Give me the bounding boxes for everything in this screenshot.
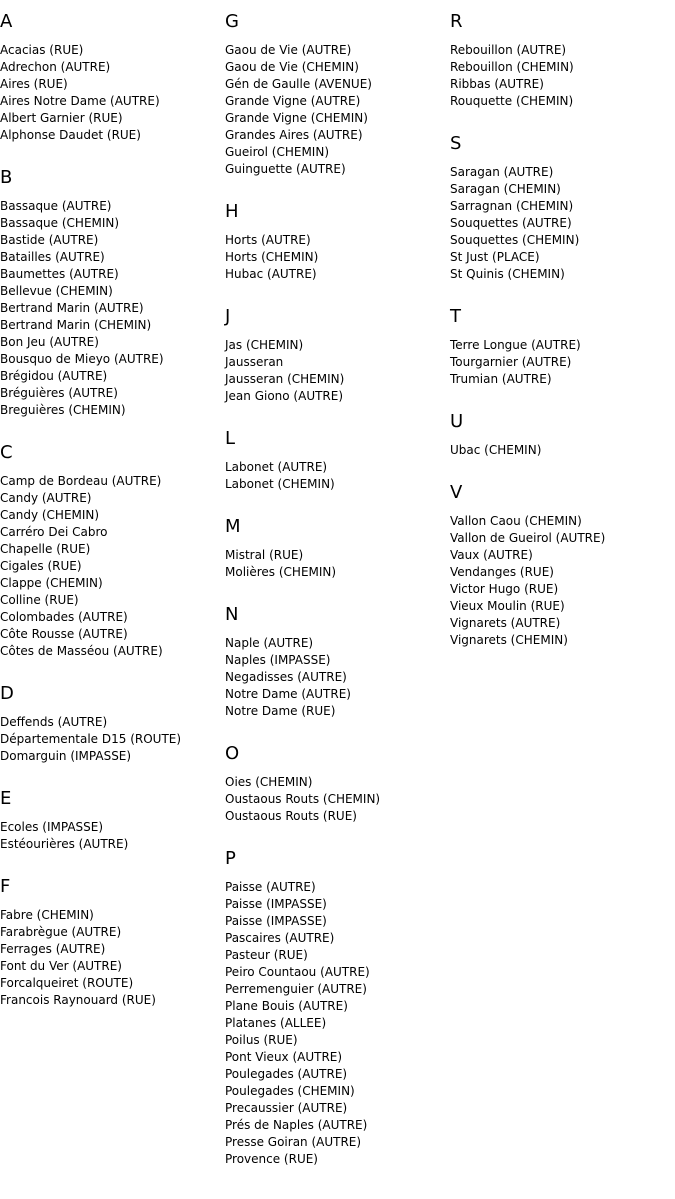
street-link[interactable]: Bassaque (CHEMIN): [0, 216, 120, 230]
letter-heading: N: [225, 604, 239, 625]
letter-heading: G: [225, 11, 239, 32]
street-link[interactable]: Font du Ver (AUTRE): [0, 959, 122, 973]
street-list: [225, 635, 450, 720]
street-link[interactable]: Gén de Gaulle (AVENUE): [225, 77, 372, 91]
letter-group-j: [225, 305, 450, 405]
street-link[interactable]: Adrechon (AUTRE): [0, 60, 111, 74]
street-link[interactable]: Paisse (AUTRE): [225, 880, 316, 894]
street-link[interactable]: Notre Dame (RUE): [225, 704, 336, 718]
letter-heading: P: [225, 848, 236, 869]
street-link[interactable]: Pont Vieux (AUTRE): [225, 1050, 343, 1064]
street-link[interactable]: Jean Giono (AUTRE): [225, 389, 344, 403]
street-link[interactable]: Naples (IMPASSE): [225, 653, 331, 667]
street-link[interactable]: Pascaires (AUTRE): [225, 931, 335, 945]
street-link[interactable]: Alphonse Daudet (RUE): [0, 128, 141, 142]
street-link[interactable]: Ferrages (AUTRE): [0, 942, 106, 956]
street-link[interactable]: Poilus (RUE): [225, 1033, 298, 1047]
letter-group-t: [450, 305, 675, 388]
street-link[interactable]: Forcalqueiret (ROUTE): [0, 976, 134, 990]
street-link[interactable]: Tourgarnier (AUTRE): [450, 355, 572, 369]
street-list: [225, 42, 450, 178]
street-link[interactable]: Rebouillon (AUTRE): [450, 43, 567, 57]
street-link[interactable]: Saragan (CHEMIN): [450, 182, 561, 196]
street-link[interactable]: Grandes Aires (AUTRE): [225, 128, 363, 142]
street-link[interactable]: Paisse (IMPASSE): [225, 914, 327, 928]
street-link[interactable]: Ecoles (IMPASSE): [0, 820, 104, 834]
street-link[interactable]: Jausseran (CHEMIN): [225, 372, 345, 386]
street-link[interactable]: Pasteur (RUE): [225, 948, 308, 962]
street-list: [450, 164, 675, 283]
street-link[interactable]: Jas (CHEMIN): [225, 338, 304, 352]
street-link[interactable]: Aires Notre Dame (AUTRE): [0, 94, 160, 108]
street-link[interactable]: Paisse (IMPASSE): [225, 897, 327, 911]
street-link[interactable]: Vieux Moulin (RUE): [450, 599, 565, 613]
letter-group-a: [0, 10, 225, 144]
street-link[interactable]: Cigales (RUE): [0, 559, 82, 573]
street-link[interactable]: Rebouillon (CHEMIN): [450, 60, 574, 74]
letter-group-h: [225, 200, 450, 283]
street-link[interactable]: Saragan (AUTRE): [450, 165, 554, 179]
street-link[interactable]: Mistral (RUE): [225, 548, 304, 562]
street-list: [450, 513, 675, 649]
street-link[interactable]: Platanes (ALLEE): [225, 1016, 327, 1030]
letter-group-s: [450, 132, 675, 283]
street-link[interactable]: Colline (RUE): [0, 593, 79, 607]
street-list: [0, 42, 225, 144]
street-link[interactable]: Oies (CHEMIN): [225, 775, 313, 789]
letter-heading: C: [0, 442, 13, 463]
street-link[interactable]: Naple (AUTRE): [225, 636, 314, 650]
letter-group-p: [225, 847, 450, 1168]
street-link[interactable]: Souquettes (CHEMIN): [450, 233, 580, 247]
street-list: [225, 774, 450, 825]
street-link[interactable]: Victor Hugo (RUE): [450, 582, 559, 596]
street-link[interactable]: Rouquette (CHEMIN): [450, 94, 574, 108]
street-link[interactable]: Peiro Countaou (AUTRE): [225, 965, 370, 979]
street-link[interactable]: Vignarets (CHEMIN): [450, 633, 568, 647]
street-link[interactable]: Aires (RUE): [0, 77, 68, 91]
street-link[interactable]: Fabre (CHEMIN): [0, 908, 94, 922]
street-link[interactable]: Ubac (CHEMIN): [450, 443, 542, 457]
street-list: [0, 714, 225, 765]
letter-heading: A: [0, 11, 13, 32]
street-index-column-3: [450, 10, 675, 649]
street-list: [0, 473, 225, 660]
street-link[interactable]: Clappe (CHEMIN): [0, 576, 103, 590]
letter-group-r: [450, 10, 675, 110]
street-link[interactable]: St Quinis (CHEMIN): [450, 267, 565, 281]
street-link[interactable]: Guinguette (AUTRE): [225, 162, 346, 176]
street-list: [450, 442, 675, 459]
letter-heading: J: [225, 306, 231, 327]
street-link[interactable]: Chapelle (RUE): [0, 542, 91, 556]
street-link[interactable]: Horts (AUTRE): [225, 233, 311, 247]
letter-group-e: [0, 787, 225, 853]
street-list: [225, 337, 450, 405]
street-link[interactable]: Candy (AUTRE): [0, 491, 92, 505]
street-list: [225, 879, 450, 1168]
street-link[interactable]: Gueirol (CHEMIN): [225, 145, 329, 159]
street-list: [450, 42, 675, 110]
street-link[interactable]: Oustaous Routs (RUE): [225, 809, 357, 823]
letter-group-o: [225, 742, 450, 825]
street-link[interactable]: Albert Garnier (RUE): [0, 111, 123, 125]
street-link[interactable]: Deffends (AUTRE): [0, 715, 108, 729]
street-link[interactable]: Labonet (CHEMIN): [225, 477, 335, 491]
letter-group-d: [0, 682, 225, 765]
street-link[interactable]: Negadisses (AUTRE): [225, 670, 347, 684]
street-link[interactable]: Sarragnan (CHEMIN): [450, 199, 574, 213]
letter-heading: F: [0, 876, 11, 897]
letter-heading: V: [450, 482, 463, 503]
street-link[interactable]: Bertrand Marin (AUTRE): [0, 301, 144, 315]
street-link[interactable]: Breguières (CHEMIN): [0, 403, 126, 417]
letter-group-v: [450, 481, 675, 649]
letter-group-c: [0, 441, 225, 660]
street-link[interactable]: Acacias (RUE): [0, 43, 84, 57]
street-list: [0, 819, 225, 853]
letter-group-n: [225, 603, 450, 720]
street-link[interactable]: Domarguin (IMPASSE): [0, 749, 132, 763]
letter-heading: M: [225, 516, 241, 537]
street-link[interactable]: Farabrègue (AUTRE): [0, 925, 122, 939]
street-link[interactable]: Ribbas (AUTRE): [450, 77, 544, 91]
street-link[interactable]: Camp de Bordeau (AUTRE): [0, 474, 162, 488]
letter-heading: H: [225, 201, 239, 222]
street-link[interactable]: Départementale D15 (ROUTE): [0, 732, 182, 746]
street-link[interactable]: Trumian (AUTRE): [450, 372, 552, 386]
street-link[interactable]: Poulegades (AUTRE): [225, 1067, 348, 1081]
street-link[interactable]: Vallon de Gueirol (AUTRE): [450, 531, 606, 545]
street-link[interactable]: Bellevue (CHEMIN): [0, 284, 113, 298]
street-link[interactable]: Vendanges (RUE): [450, 565, 554, 579]
street-link[interactable]: Notre Dame (AUTRE): [225, 687, 351, 701]
street-index-column-2: [225, 10, 450, 1168]
street-link[interactable]: Plane Bouis (AUTRE): [225, 999, 348, 1013]
street-link[interactable]: Estéourières (AUTRE): [0, 837, 129, 851]
street-link[interactable]: Gaou de Vie (AUTRE): [225, 43, 352, 57]
street-link[interactable]: Bréguières (AUTRE): [0, 386, 118, 400]
letter-heading: L: [225, 428, 236, 449]
street-link[interactable]: Grande Vigne (CHEMIN): [225, 111, 368, 125]
letter-heading: E: [0, 788, 12, 809]
letter-group-l: [225, 427, 450, 493]
street-list: [225, 459, 450, 493]
street-index-column-1: [0, 10, 225, 1009]
letter-heading: R: [450, 11, 463, 32]
street-link[interactable]: Oustaous Routs (CHEMIN): [225, 792, 381, 806]
letter-group-u: [450, 410, 675, 459]
street-link[interactable]: Côte Rousse (AUTRE): [0, 627, 128, 641]
street-link[interactable]: Horts (CHEMIN): [225, 250, 319, 264]
street-list: [225, 547, 450, 581]
street-link[interactable]: Vaux (AUTRE): [450, 548, 533, 562]
letter-group-f: [0, 875, 225, 1009]
letter-heading: U: [450, 411, 464, 432]
letter-heading: S: [450, 133, 462, 154]
street-link[interactable]: Vallon Caou (CHEMIN): [450, 514, 582, 528]
street-link[interactable]: St Just (PLACE): [450, 250, 540, 264]
street-link[interactable]: Perremenguier (AUTRE): [225, 982, 367, 996]
street-link[interactable]: Presse Goiran (AUTRE): [225, 1135, 362, 1149]
street-link[interactable]: Gaou de Vie (CHEMIN): [225, 60, 359, 74]
street-link[interactable]: Hubac (AUTRE): [225, 267, 317, 281]
street-link[interactable]: Vignarets (AUTRE): [450, 616, 561, 630]
street-link[interactable]: Souquettes (AUTRE): [450, 216, 572, 230]
street-link[interactable]: Bastide (AUTRE): [0, 233, 99, 247]
street-link[interactable]: Poulegades (CHEMIN): [225, 1084, 355, 1098]
street-link[interactable]: Batailles (AUTRE): [0, 250, 105, 264]
street-list: [450, 337, 675, 388]
street-link[interactable]: Côtes de Masséou (AUTRE): [0, 644, 163, 658]
street-link[interactable]: Provence (RUE): [225, 1152, 318, 1166]
letter-heading: D: [0, 683, 14, 704]
letter-heading: T: [450, 306, 461, 327]
street-link[interactable]: Bertrand Marin (CHEMIN): [0, 318, 152, 332]
street-link[interactable]: Brégidou (AUTRE): [0, 369, 108, 383]
street-link[interactable]: Labonet (AUTRE): [225, 460, 328, 474]
street-link[interactable]: Francois Raynouard (RUE): [0, 993, 156, 1007]
street-list: [225, 232, 450, 283]
street-link[interactable]: Candy (CHEMIN): [0, 508, 100, 522]
street-link[interactable]: Prés de Naples (AUTRE): [225, 1118, 368, 1132]
street-link[interactable]: Bon Jeu (AUTRE): [0, 335, 99, 349]
street-link[interactable]: Colombades (AUTRE): [0, 610, 128, 624]
street-list: [0, 198, 225, 419]
street-link[interactable]: Precaussier (AUTRE): [225, 1101, 348, 1115]
street-link[interactable]: Jausseran: [225, 355, 284, 369]
letter-group-m: [225, 515, 450, 581]
letter-group-g: [225, 10, 450, 178]
street-link[interactable]: Grande Vigne (AUTRE): [225, 94, 361, 108]
street-link[interactable]: Bousquo de Mieyo (AUTRE): [0, 352, 164, 366]
letter-heading: O: [225, 743, 240, 764]
street-link[interactable]: Bassaque (AUTRE): [0, 199, 112, 213]
street-link[interactable]: Terre Longue (AUTRE): [450, 338, 581, 352]
letter-heading: B: [0, 167, 13, 188]
street-list: [0, 907, 225, 1009]
letter-group-b: [0, 166, 225, 419]
street-link[interactable]: Molières (CHEMIN): [225, 565, 337, 579]
street-link[interactable]: Carréro Dei Cabro: [0, 525, 108, 539]
street-link[interactable]: Baumettes (AUTRE): [0, 267, 119, 281]
